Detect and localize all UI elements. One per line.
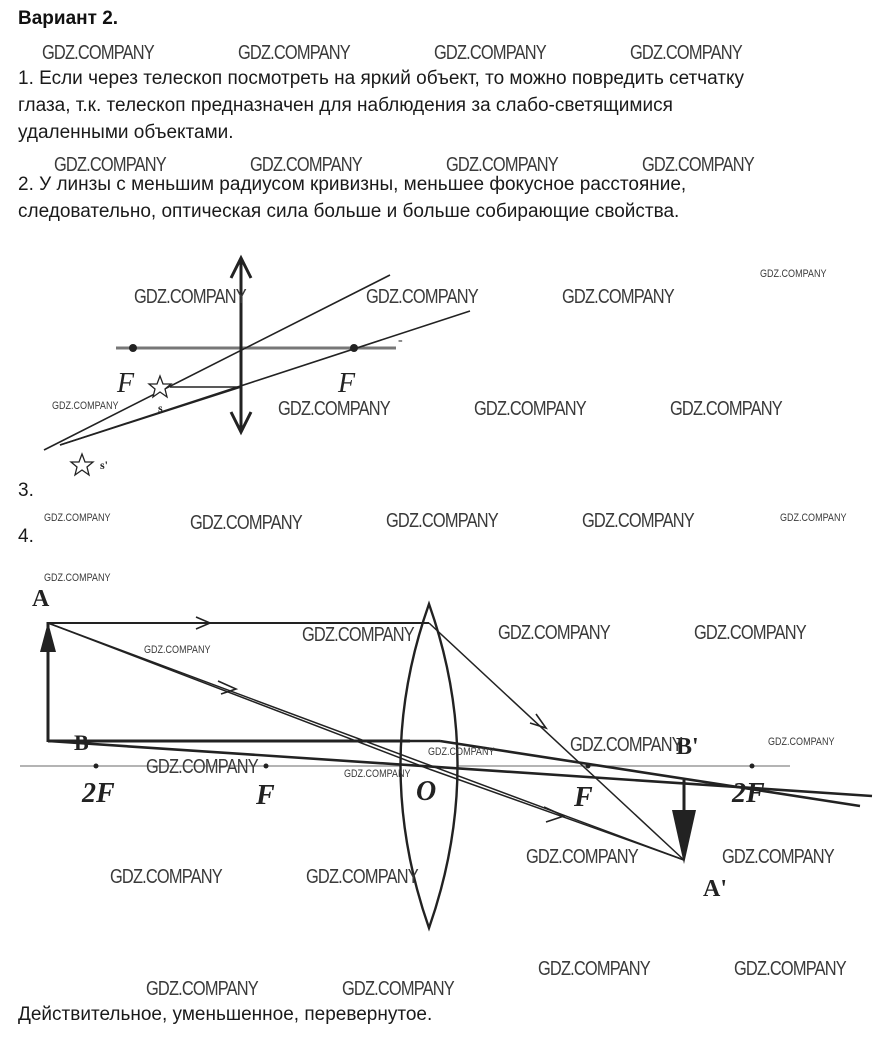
watermark: GDZ.COMPANY bbox=[562, 286, 674, 308]
label-F-left: F bbox=[256, 780, 275, 811]
watermark: GDZ.COMPANY bbox=[52, 400, 119, 412]
watermark: GDZ.COMPANY bbox=[722, 846, 834, 868]
watermark: GDZ.COMPANY bbox=[302, 624, 414, 646]
watermark: GDZ.COMPANY bbox=[44, 512, 111, 524]
mark-F-left bbox=[264, 764, 269, 769]
watermark: GDZ.COMPANY bbox=[190, 512, 302, 534]
watermark: GDZ.COMPANY bbox=[144, 644, 211, 656]
label-B: B bbox=[74, 730, 89, 755]
mark-2F-left bbox=[94, 764, 99, 769]
watermark: GDZ.COMPANY bbox=[498, 622, 610, 644]
watermark: GDZ.COMPANY bbox=[278, 398, 390, 420]
ray-arrow-2-icon bbox=[530, 714, 546, 728]
lens-diagram-1 bbox=[0, 240, 500, 490]
watermark: GDZ.COMPANY bbox=[306, 866, 418, 888]
watermark: GDZ.COMPANY bbox=[734, 958, 846, 980]
label-F-right: F bbox=[574, 782, 593, 813]
focus-point-left bbox=[129, 344, 137, 352]
answer-1-line-1: 1. Если через телескоп посмотреть на яркий объект, то можно повредить сетчатку bbox=[18, 68, 745, 89]
mark-F-right bbox=[586, 764, 591, 769]
watermark: GDZ.COMPANY bbox=[582, 510, 694, 532]
watermark: GDZ.COMPANY bbox=[366, 286, 478, 308]
watermark: GDZ.COMPANY bbox=[780, 512, 847, 524]
variant-title: Вариант 2. bbox=[18, 8, 119, 29]
watermark: GDZ.COMPANY bbox=[538, 958, 650, 980]
axis-dash: - bbox=[398, 333, 403, 348]
focus-right-label: F bbox=[338, 368, 356, 399]
watermark: GDZ.COMPANY bbox=[146, 978, 258, 1000]
watermark: GDZ.COMPANY bbox=[250, 154, 362, 176]
watermark: GDZ.COMPANY bbox=[42, 42, 154, 64]
watermark: GDZ.COMPANY bbox=[110, 866, 222, 888]
watermark: GDZ.COMPANY bbox=[670, 398, 782, 420]
object-arrow-icon bbox=[40, 622, 56, 652]
watermark: GDZ.COMPANY bbox=[428, 746, 495, 758]
watermark: GDZ.COMPANY bbox=[342, 978, 454, 1000]
watermark: GDZ.COMPANY bbox=[446, 154, 558, 176]
answer-1-line-2: глаза, т.к. телескоп предназначен для наблюдения за слабо-светящимися bbox=[18, 95, 673, 116]
watermark: GDZ.COMPANY bbox=[54, 154, 166, 176]
watermark: GDZ.COMPANY bbox=[434, 42, 546, 64]
answer-3-label: 3. bbox=[18, 480, 34, 501]
label-2F-left: 2F bbox=[82, 778, 115, 809]
watermark: GDZ.COMPANY bbox=[760, 268, 827, 280]
label-B-image: B' bbox=[676, 734, 699, 760]
answer-1-line-3: удаленными объектами. bbox=[18, 122, 234, 143]
watermark: GDZ.COMPANY bbox=[642, 154, 754, 176]
image-label: s' bbox=[100, 458, 109, 472]
label-2F-right: 2F bbox=[732, 778, 765, 809]
mark-2F-right bbox=[750, 764, 755, 769]
label-A-image: A' bbox=[703, 876, 727, 902]
answer-4-label: 4. bbox=[18, 526, 34, 547]
watermark: GDZ.COMPANY bbox=[768, 736, 835, 748]
watermark: GDZ.COMPANY bbox=[570, 734, 682, 756]
watermark: GDZ.COMPANY bbox=[344, 768, 411, 780]
watermark: GDZ.COMPANY bbox=[386, 510, 498, 532]
answer-2-line-1: 2. У линзы с меньшим радиусом кривизны, меньшее фокусное расстояние, bbox=[18, 174, 687, 195]
watermark: GDZ.COMPANY bbox=[694, 622, 806, 644]
label-A: A bbox=[32, 586, 50, 612]
image-star-icon bbox=[71, 454, 93, 475]
source-label: s bbox=[158, 401, 163, 415]
conclusion-text: Действительное, уменьшенное, перевернутое. bbox=[18, 1004, 433, 1025]
watermark: GDZ.COMPANY bbox=[44, 572, 111, 584]
focus-left-label: F bbox=[117, 368, 135, 399]
watermark: GDZ.COMPANY bbox=[134, 286, 246, 308]
label-O: O bbox=[416, 776, 437, 807]
image-arrow-icon bbox=[672, 810, 696, 864]
watermark: GDZ.COMPANY bbox=[630, 42, 742, 64]
watermark: GDZ.COMPANY bbox=[526, 846, 638, 868]
source-star-icon bbox=[149, 376, 171, 397]
watermark: GDZ.COMPANY bbox=[238, 42, 350, 64]
lens-diagram-2 bbox=[0, 560, 884, 960]
watermark: GDZ.COMPANY bbox=[146, 756, 258, 778]
answer-2-line-2: следовательно, оптическая сила больше и больше собирающие свойства. bbox=[18, 201, 680, 222]
watermark: GDZ.COMPANY bbox=[474, 398, 586, 420]
